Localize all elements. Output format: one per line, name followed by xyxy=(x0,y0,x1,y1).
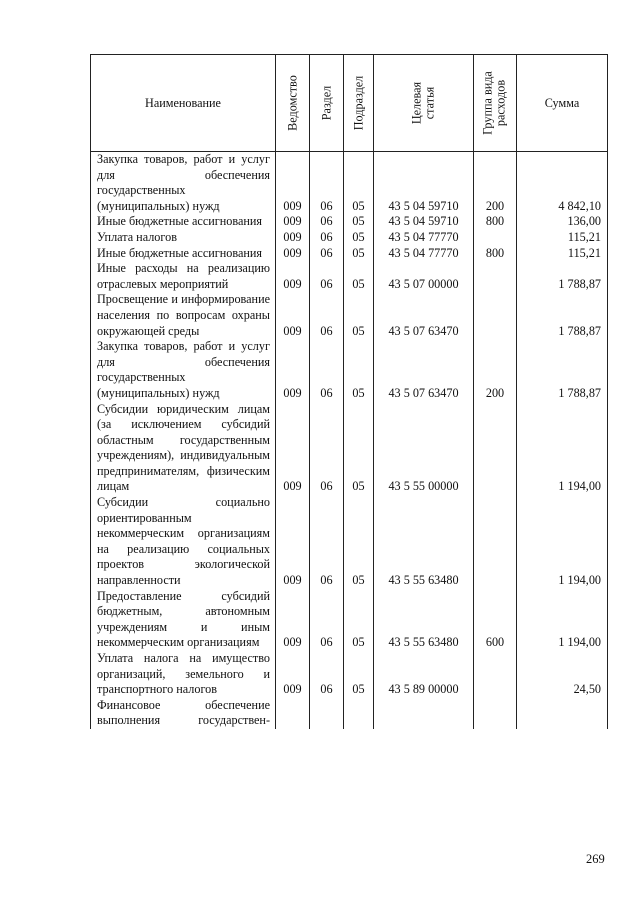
header-razdel: Раздел xyxy=(310,55,344,152)
table-row xyxy=(91,698,608,729)
cell-podrazdel: 05 xyxy=(344,246,374,262)
cell-name: Финансовое обеспечение выполнения государствен- xyxy=(91,698,276,729)
cell-celevaya-statya: 43 5 04 77770 xyxy=(374,246,474,262)
cell-podrazdel: 05 xyxy=(344,495,374,589)
table-body xyxy=(91,152,608,729)
cell-vedomstvo: 009 xyxy=(276,339,310,401)
cell-vedomstvo: 009 xyxy=(276,230,310,246)
cell-celevaya-statya: 43 5 04 59710 xyxy=(374,152,474,215)
header-name: Наименование xyxy=(91,55,276,152)
table-row xyxy=(91,589,608,651)
cell-name: Иные расходы на реализацию отраслевых мероприятий xyxy=(91,261,276,292)
cell-summa xyxy=(517,698,608,729)
cell-podrazdel: 05 xyxy=(344,152,374,215)
cell-gruppa xyxy=(474,651,517,698)
header-gruppa-vida-raskhodov: Группа вида расходов xyxy=(474,55,517,152)
cell-celevaya-statya: 43 5 07 63470 xyxy=(374,292,474,339)
table-row xyxy=(91,495,608,589)
cell-razdel: 06 xyxy=(310,651,344,698)
cell-celevaya-statya: 43 5 89 00000 xyxy=(374,651,474,698)
budget-table-container xyxy=(90,54,607,729)
cell-summa: 1 788,87 xyxy=(517,261,608,292)
table-row xyxy=(91,246,608,262)
table-row xyxy=(91,214,608,230)
cell-name: Закупка товаров, работ и услуг для обеспечения государственных (муниципальных) нужд xyxy=(91,152,276,215)
header-vedomstvo: Ведомство xyxy=(276,55,310,152)
cell-gruppa: 800 xyxy=(474,246,517,262)
table-row xyxy=(91,230,608,246)
cell-summa: 1 194,00 xyxy=(517,589,608,651)
cell-celevaya-statya: 43 5 07 00000 xyxy=(374,261,474,292)
header-podrazdel: Подраздел xyxy=(344,55,374,152)
table-row xyxy=(91,152,608,215)
table-header xyxy=(91,55,608,152)
cell-gruppa: 800 xyxy=(474,214,517,230)
page-number: 269 xyxy=(586,852,605,866)
cell-summa: 136,00 xyxy=(517,214,608,230)
cell-gruppa xyxy=(474,495,517,589)
cell-celevaya-statya: 43 5 04 59710 xyxy=(374,214,474,230)
cell-celevaya-statya: 43 5 07 63470 xyxy=(374,339,474,401)
cell-razdel: 06 xyxy=(310,152,344,215)
cell-name: Уплата налога на имущество организаций, земельного и транспортного налогов xyxy=(91,651,276,698)
cell-gruppa xyxy=(474,230,517,246)
cell-summa: 1 788,87 xyxy=(517,292,608,339)
cell-razdel: 06 xyxy=(310,214,344,230)
cell-razdel: 06 xyxy=(310,339,344,401)
table-row xyxy=(91,292,608,339)
cell-name: Предоставление субсидий бюджетным, автономным учреждениям и иным некоммерческим организациям xyxy=(91,589,276,651)
table-row xyxy=(91,402,608,496)
cell-razdel: 06 xyxy=(310,589,344,651)
cell-vedomstvo: 009 xyxy=(276,152,310,215)
cell-summa: 115,21 xyxy=(517,246,608,262)
cell-vedomstvo: 009 xyxy=(276,589,310,651)
cell-name: Субсидии юридическим лицам (за исключением субсидий областным государственным учреждениям), индивидуальным предпринимателям, физическим лицам xyxy=(91,402,276,496)
table-row xyxy=(91,261,608,292)
header-summa: Сумма xyxy=(517,55,608,152)
cell-razdel: 06 xyxy=(310,495,344,589)
cell-razdel: 06 xyxy=(310,230,344,246)
cell-celevaya-statya: 43 5 55 63480 xyxy=(374,495,474,589)
cell-razdel: 06 xyxy=(310,402,344,496)
cell-podrazdel: 05 xyxy=(344,402,374,496)
cell-podrazdel: 05 xyxy=(344,230,374,246)
table-row xyxy=(91,651,608,698)
cell-gruppa xyxy=(474,698,517,729)
cell-summa: 24,50 xyxy=(517,651,608,698)
cell-gruppa xyxy=(474,402,517,496)
cell-summa: 115,21 xyxy=(517,230,608,246)
cell-summa: 1 194,00 xyxy=(517,402,608,496)
cell-name: Субсидии социально ориентированным некоммерческим организациям на реализацию социальных проектов экологической направленности xyxy=(91,495,276,589)
cell-podrazdel: 05 xyxy=(344,651,374,698)
cell-gruppa: 200 xyxy=(474,152,517,215)
cell-podrazdel: 05 xyxy=(344,214,374,230)
cell-vedomstvo: 009 xyxy=(276,214,310,230)
cell-summa: 4 842,10 xyxy=(517,152,608,215)
cell-vedomstvo: 009 xyxy=(276,402,310,496)
cell-razdel xyxy=(310,698,344,729)
cell-celevaya-statya: 43 5 55 00000 xyxy=(374,402,474,496)
cell-celevaya-statya xyxy=(374,698,474,729)
cell-name: Иные бюджетные ассигнования xyxy=(91,246,276,262)
cell-podrazdel: 05 xyxy=(344,339,374,401)
cell-name: Просвещение и информирование населения по вопросам охраны окружающей среды xyxy=(91,292,276,339)
cell-gruppa xyxy=(474,292,517,339)
cell-razdel: 06 xyxy=(310,246,344,262)
cell-gruppa: 600 xyxy=(474,589,517,651)
cell-vedomstvo: 009 xyxy=(276,261,310,292)
cell-razdel: 06 xyxy=(310,261,344,292)
cell-podrazdel: 05 xyxy=(344,589,374,651)
cell-gruppa: 200 xyxy=(474,339,517,401)
cell-podrazdel xyxy=(344,698,374,729)
cell-vedomstvo xyxy=(276,698,310,729)
header-celevaya-statya: Целевая статья xyxy=(374,55,474,152)
cell-vedomstvo: 009 xyxy=(276,292,310,339)
cell-vedomstvo: 009 xyxy=(276,495,310,589)
cell-podrazdel: 05 xyxy=(344,292,374,339)
cell-celevaya-statya: 43 5 04 77770 xyxy=(374,230,474,246)
cell-name: Иные бюджетные ассигнования xyxy=(91,214,276,230)
cell-razdel: 06 xyxy=(310,292,344,339)
cell-vedomstvo: 009 xyxy=(276,651,310,698)
cell-name: Закупка товаров, работ и услуг для обеспечения государственных (муниципальных) нужд xyxy=(91,339,276,401)
cell-summa: 1 194,00 xyxy=(517,495,608,589)
table-row xyxy=(91,339,608,401)
cell-celevaya-statya: 43 5 55 63480 xyxy=(374,589,474,651)
cell-summa: 1 788,87 xyxy=(517,339,608,401)
cell-name: Уплата налогов xyxy=(91,230,276,246)
cell-gruppa xyxy=(474,261,517,292)
cell-vedomstvo: 009 xyxy=(276,246,310,262)
budget-table xyxy=(90,54,608,729)
cell-podrazdel: 05 xyxy=(344,261,374,292)
